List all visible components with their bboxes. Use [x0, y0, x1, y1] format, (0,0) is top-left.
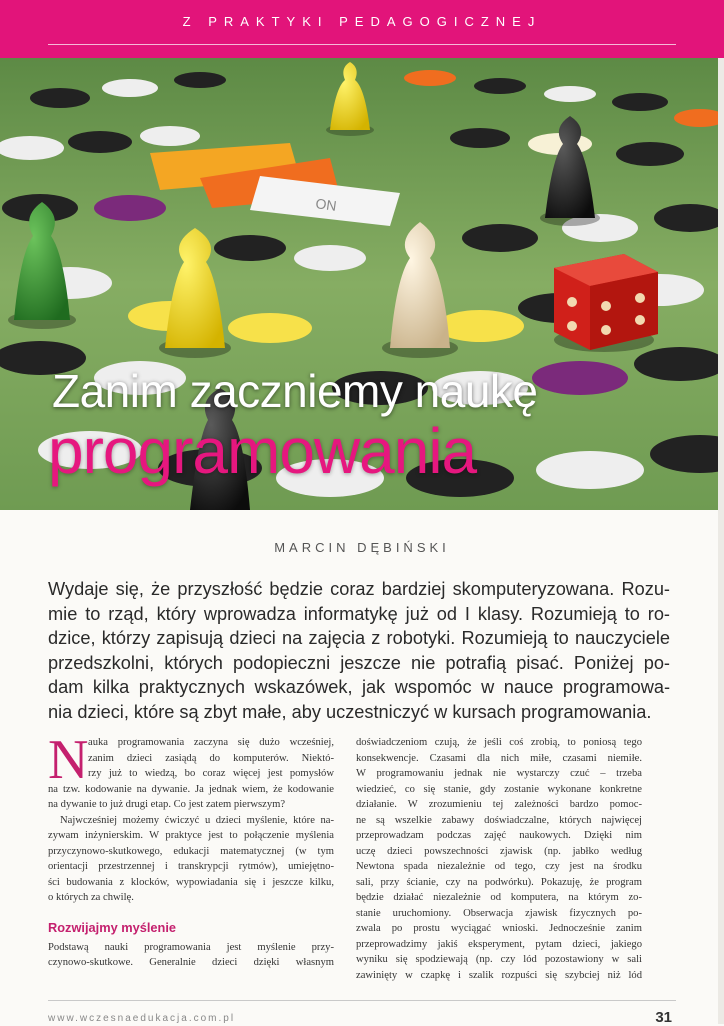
body-line: doświadczeniom czują, że jeśli coś zrobią, to poniosą tego	[356, 737, 642, 748]
body-line: konsekwencje. Czasami dla nich miłe, czasami niemiłe.	[356, 752, 642, 764]
body-line: ści budowania z klocków, wypowiadania się i jeszcze kilku,	[48, 876, 334, 888]
body-line: sali, przy ścianie, czy na podwórku). Pokazuję, że program	[356, 876, 642, 888]
body-line: przeprowadzimy jakiś eksperyment, pytam dzieci, jakiego	[356, 938, 642, 950]
lead-line: mie to rząd, który wprowadza informatykę już od I klasy. Rozumieją to ro-	[48, 603, 670, 624]
body-line: przeprowadzam podczas zajęć naukowych. Dzięki nim	[356, 830, 642, 841]
header-rule	[48, 44, 676, 45]
body-line: przyczynowo-skutkowego, edukacji matematycznej (w tym	[48, 845, 334, 857]
body-line: Newtona spada niezależnie od tego, czy jest na środku	[356, 861, 642, 872]
body-line: wiedzieć, co się stanie, gdy zostanie wykonane konkretne	[356, 783, 642, 795]
body-line: na tzw. kodowanie na dywanie. Ja jednak wiem, że kodowanie	[48, 783, 334, 795]
lead-line: dam kilka praktycznych wskazówek, jak wspomóc w nauce programowa-	[48, 677, 670, 698]
title-line-1: Zanim zaczniemy naukę	[52, 365, 538, 417]
body-line: będzie działać niezależnie od komputera, na którym zo-	[356, 892, 642, 903]
body-line: W programowaniu jednak nie wystarczy czuć – trzeba	[356, 768, 642, 779]
page-edge-shadow	[718, 58, 724, 1024]
lead-line: nia dzieci, które są zbyt małe, aby uczestniczyć w kursach programowania.	[48, 701, 652, 722]
section-header-bar	[0, 0, 724, 58]
body-column-2	[356, 735, 642, 983]
body-line: o których za chwilę.	[48, 892, 134, 903]
lead-paragraph	[48, 577, 670, 725]
drop-cap: N	[48, 729, 89, 791]
body-line: zanim dzieci zasiądą do komputerów. Niektó-	[88, 752, 334, 764]
section-label: Z PRAKTYKI PEDAGOGICZNEJ	[182, 14, 542, 29]
card-text: ON	[314, 195, 338, 214]
body-line: Podstawą nauki programowania jest myślenie przy-	[48, 941, 334, 953]
body-line: orientacji przestrzennej i transkrypcji rytmów), umiejętno-	[48, 861, 334, 872]
body-line: działanie. W zrozumieniu tej zależności bardzo pomoc-	[356, 799, 642, 810]
lead-line: przedszkolni, których podopieczni jeszcze nie potrafią pisać. Poniżej po-	[48, 652, 670, 673]
footer-rule	[48, 1000, 676, 1001]
body-line: Najwcześniej możemy ćwiczyć u dzieci myślenie, które na-	[60, 814, 334, 826]
body-line: uczę dzieci powszechności zjawisk (np. jabłko według	[356, 845, 642, 857]
body-column-1	[48, 729, 334, 971]
paragraph-1	[48, 729, 334, 813]
body-line: czynowo-skutkowe. Generalnie dzieci dzięki własnym	[48, 957, 334, 968]
subheading: Rozwijajmy myślenie	[48, 919, 177, 935]
paragraph-2	[48, 813, 334, 906]
body-line: zawinięty w czapkę i szalik rozpuści się szybciej niż lód	[356, 969, 642, 981]
body-line: auka programowania zaczyna się dużo wcześniej,	[88, 737, 334, 748]
body-line: ne są wszelkie zabawy doświadczalne, których najwięcej	[356, 814, 642, 826]
body-line: zwala po prostu wyciągać wnioski. Jednocześnie zanim	[356, 923, 642, 934]
body-line: zywam inżynierskim. W praktyce jest to połączenie myślenia	[48, 830, 334, 841]
title-line-2: programowania	[48, 415, 477, 487]
paragraph-3	[48, 940, 334, 971]
red-die	[554, 254, 658, 352]
page-number: 31	[655, 1009, 672, 1026]
lead-line: dzice, którzy zapisują dzieci na zajęcia z robotyki. Rozumieją to nauczyciele	[48, 628, 670, 649]
body-line: wyniku się spodziewają (np. czy lód pozostawiony w sali	[356, 954, 642, 965]
lead-line: Wydaje się, że przyszłość będzie coraz bardziej skomputeryzowana. Rozu-	[48, 579, 670, 599]
body-line: rzy już to wiedzą, bo coraz więcej jest pomysłów	[88, 768, 334, 779]
body-line: na dywanie to już drugi etap. Co jest zatem pierwszym?	[48, 799, 286, 810]
author-byline: MARCIN DĘBIŃSKI	[274, 540, 450, 555]
footer-url: www.wczesnaedukacja.com.pl	[48, 1013, 236, 1024]
body-line: stanie uruchomiony. Obserwacja zjawisk fizycznych po-	[356, 907, 642, 919]
